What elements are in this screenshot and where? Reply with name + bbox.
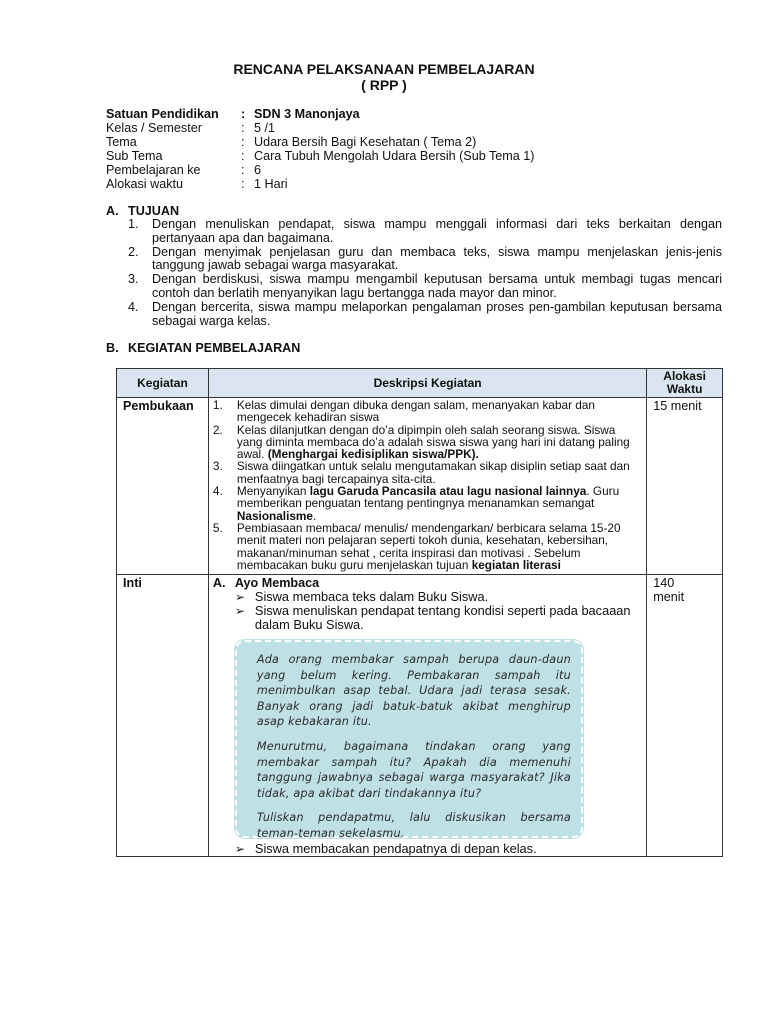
bold-run: (Menghargai kedisiplikan siswa/PPK).: [267, 447, 479, 462]
bold-run: kegiatan literasi: [471, 557, 561, 572]
text-run: .: [312, 508, 317, 523]
alokasi-inti: [647, 575, 723, 857]
list-number: 1.: [212, 398, 223, 412]
list-number: 4.: [128, 299, 139, 314]
duration-unit: menit: [653, 590, 685, 604]
list-text: Dengan bercerita, siswa mampu melaporkan pengalaman proses pen-gambilan keputusan bersama sebagai warga kelas.: [152, 299, 722, 328]
identity-row: [106, 135, 534, 149]
inti-content: [209, 575, 646, 856]
identity-value: SDN 3 Manonjaya: [254, 107, 360, 121]
bullet-item: [213, 590, 642, 604]
identity-block: [106, 107, 534, 191]
table-row: [117, 398, 723, 575]
list-number: 3.: [212, 459, 223, 474]
card-paragraph: Menurutmu, bagaimana tindakan orang yang membakar sampah itu? Apakah dia memenuhi tanggung jawabnya sebagai warga masyarakat? Jika tidak, apa akibat dari tindakannya itu?: [256, 739, 571, 800]
bullet-text: Siswa membacakan pendapatnya di depan kelas.: [254, 841, 537, 856]
duration-value: 140: [653, 576, 675, 590]
list-item: [213, 522, 642, 571]
deskripsi-pembukaan: [208, 398, 646, 575]
identity-value: 5 /1: [254, 121, 276, 135]
bullet-text: Siswa membaca teks dalam Buku Siswa.: [254, 589, 489, 604]
identity-label: Tema: [106, 135, 137, 149]
text-run: Kelas dilanjutkan dengan do’a dipimpin oleh salah seorang siswa. Siswa yang diminta membaca do’a adalah siswa siswa yang hari ini datang paling awal.: [236, 422, 630, 462]
pembukaan-list: [209, 398, 646, 571]
list-item: [128, 246, 722, 274]
list-item: [213, 460, 642, 485]
tujuan-list: [128, 218, 722, 328]
identity-colon: :: [241, 121, 245, 135]
bold-run: Nasionalisme: [236, 508, 313, 523]
bullet-text: Siswa menuliskan pendapat tentang kondisi seperti pada bacaaan dalam Buku Siswa.: [254, 603, 631, 632]
title-line-1: RENCANA PELAKSANAAN PEMBELAJARAN: [233, 61, 535, 77]
list-number: 1.: [128, 217, 139, 231]
kegiatan-pembukaan: Pembukaan: [117, 398, 209, 575]
identity-label: Sub Tema: [106, 149, 163, 163]
bold-run: lagu Garuda Pancasila atau lagu nasional lainnya: [309, 484, 587, 499]
text-run: . Guru memberikan penguatan tentang pentingnya menanamkan semangat: [236, 484, 620, 511]
list-number: 3.: [128, 272, 139, 287]
identity-row: [106, 107, 534, 121]
identity-label: Pembelajaran ke: [106, 163, 201, 177]
table-header-row: [117, 369, 723, 398]
kegiatan-table: [116, 368, 723, 857]
bullet-item: [213, 604, 642, 632]
list-text: [237, 485, 642, 522]
arrow-bullet-icon: ➢: [234, 604, 245, 618]
list-text: [237, 460, 642, 485]
list-number: 2.: [128, 244, 139, 259]
identity-colon: :: [241, 149, 245, 163]
table-row: [117, 575, 723, 857]
identity-row: [106, 177, 534, 191]
title-line-2: ( RPP ): [361, 77, 407, 93]
section-title-text: TUJUAN: [128, 204, 180, 218]
list-item: [213, 399, 642, 424]
subheading-letter: A.: [212, 576, 226, 590]
list-item: [213, 424, 642, 461]
kegiatan-inti: Inti: [117, 575, 209, 857]
list-item: [213, 485, 642, 522]
identity-label: Satuan Pendidikan: [106, 107, 219, 121]
card-paragraph: Ada orang membakar sampah berupa daun-daun yang belum kering. Pembakaran sampah itu menimbulkan asap tebal. Udara jadi terasa sesak. Banyak orang jadi batuk-batuk akibat menghirup asap kebakaran itu.: [256, 653, 571, 729]
alokasi-pembukaan: 15 menit: [647, 398, 723, 575]
identity-value: 1 Hari: [254, 177, 288, 191]
identity-label: Kelas / Semester: [106, 121, 202, 135]
list-number: 2.: [212, 422, 223, 437]
identity-colon: :: [241, 163, 245, 177]
identity-row: [106, 121, 534, 135]
identity-row: [106, 163, 534, 177]
arrow-bullet-icon: ➢: [234, 842, 245, 856]
identity-value: Udara Bersih Bagi Kesehatan ( Tema 2): [254, 135, 477, 149]
list-text: Dengan berdiskusi, siswa mampu mengambil keputusan bersama untuk membagi tugas mencari contoh dan berlatih menyanyikan lagu bertangga nada mayor dan minor.: [152, 272, 722, 300]
text-run: Siswa diingatkan untuk selalu mengutamakan sikap disiplin setiap saat dan menfaatnya bagi tercapainya sita-cita.: [236, 459, 630, 486]
deskripsi-inti: [208, 575, 646, 857]
list-number: 5.: [212, 520, 223, 535]
document-title: [0, 61, 768, 93]
list-number: 4.: [212, 484, 223, 499]
identity-value: 6: [254, 163, 262, 177]
header-alokasi-line: Alokasi: [663, 369, 706, 383]
list-text: [237, 399, 642, 424]
identity-row: [106, 149, 534, 163]
list-text: [237, 424, 642, 461]
identity-colon: :: [241, 135, 245, 149]
identity-colon: :: [241, 177, 245, 191]
arrow-bullet-icon: ➢: [234, 590, 245, 604]
header-alokasi-line: Waktu: [666, 382, 703, 396]
text-run: Kelas dimulai dengan dibuka dengan salam, menanyakan kabar dan mengecek kehadiran siswa: [236, 398, 595, 425]
section-title-text: KEGIATAN PEMBELAJARAN: [128, 341, 301, 355]
list-text: Dengan menuliskan pendapat, siswa mampu menggali informasi dari teks berkaitan dengan pertanyaan apa dan bagaimana.: [152, 217, 722, 245]
card-paragraph: Tuliskan pendapatmu, lalu diskusikan bersama teman-teman sekelasmu.: [256, 811, 571, 840]
identity-colon: :: [241, 107, 246, 121]
header-kegiatan: Kegiatan: [117, 369, 209, 398]
list-text: [237, 522, 642, 571]
section-b-heading: [106, 342, 300, 356]
section-letter: A.: [106, 204, 119, 218]
bullet-item: [213, 842, 642, 856]
inti-subheading: [213, 576, 642, 590]
text-run: Menyanyikan: [236, 484, 310, 499]
text-run: Pembiasaan membaca/ menulis/ mendengarkan/ berbicara selama 15-20 menit materi non pelajaran seperti tokoh dunia, kesehatan, kebersihan, makanan/minuman sehat , cerita inspirasi dan motivasi . Sebelum membacakan buku guru menjelaskan tujuan: [236, 520, 621, 572]
reading-text-card: [235, 640, 583, 838]
list-text: Dengan menyimak penjelasan guru dan membaca teks, siswa mampu menjelaskan jenis-jenis tanggung jawab sebagai warga masyarakat.: [152, 244, 722, 273]
identity-label: Alokasi waktu: [106, 177, 183, 191]
list-item: [128, 218, 722, 246]
section-letter: B.: [106, 341, 119, 355]
identity-value: Cara Tubuh Mengolah Udara Bersih (Sub Tema 1): [254, 149, 535, 163]
header-deskripsi: Deskripsi Kegiatan: [208, 369, 646, 398]
header-alokasi: [647, 369, 723, 398]
list-item: [128, 273, 722, 301]
list-item: [128, 301, 722, 329]
subheading-text: Ayo Membaca: [234, 576, 320, 590]
